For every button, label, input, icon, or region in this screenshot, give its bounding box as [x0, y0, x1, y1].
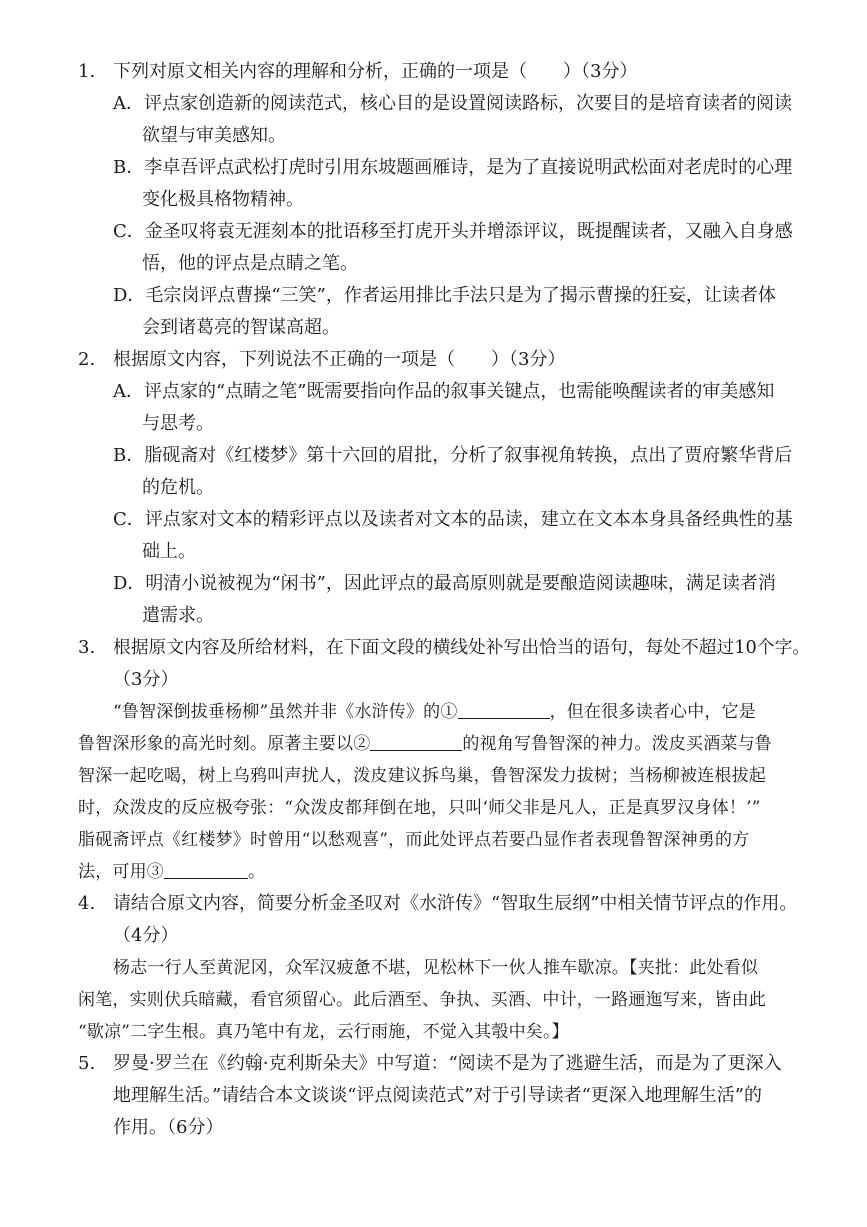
question-1-option-b-cont: 变化极具格物精神。 [142, 189, 304, 210]
question-1-number: 1. [78, 61, 96, 82]
answer-blank-3[interactable] [164, 860, 248, 879]
question-3-number: 3. [78, 637, 96, 658]
question-3-passage-line-6 [78, 860, 265, 884]
question-3-passage-line-5: 脂砚斋评点《红楼梦》时曾用“以愁观喜”，而此处评点若要凸显作者表现鲁智深神勇的方 [78, 830, 750, 850]
question-5-number: 5. [78, 1053, 96, 1074]
question-4-passage-line-1: 杨志一行人至黄泥冈，众军汉疲惫不堪，见松林下一伙人推车歇凉。【夹批：此处看似 [113, 958, 759, 978]
passage-text: ，但在很多读者心中，它是 [549, 702, 756, 722]
question-4-passage-line-2: 闲笔，实则伏兵暗藏，看官须留心。此后酒至、争执、买酒、中计，一路逦迤写来，皆由此 [78, 990, 766, 1010]
question-3-score: （3分） [113, 669, 179, 690]
question-2-option-d-cont: 遣需求。 [142, 605, 214, 626]
question-2-option-a-cont: 与思考。 [142, 413, 214, 434]
question-1-option-a-cont: 欲望与审美感知。 [142, 125, 286, 146]
answer-blank-2[interactable] [370, 732, 462, 751]
passage-text: 。 [248, 862, 266, 882]
question-5-stem: 罗曼·罗兰在《约翰·克利斯朵夫》中写道：“阅读不是为了逃避生活，而是为了更深入 [113, 1053, 782, 1074]
question-3-passage-line-1 [113, 700, 756, 724]
question-4-stem: 请结合原文内容，简要分析金圣叹对《水浒传》“智取生辰纲”中相关情节评点的作用。 [113, 893, 798, 914]
question-2-stem: 根据原文内容，下列说法不正确的一项是（ ）（3分） [113, 349, 566, 370]
question-1-option-d: D．毛宗岗评点曹操“三笑”，作者运用排比手法只是为了揭示曹操的狂妄，让读者体 [113, 285, 776, 306]
question-4-number: 4. [78, 893, 96, 914]
question-1-option-b: B．李卓吾评点武松打虎时引用东坡题画雁诗，是为了直接说明武松面对老虎时的心理 [113, 157, 793, 178]
question-5-stem-cont-1: 地理解生活。”请结合本文谈谈“评点阅读范式”对于引导读者“更深入地理解生活”的 [113, 1085, 763, 1106]
question-4-passage-line-3: “歇凉”二字生根。真乃笔中有龙，云行雨施，不觉入其彀中矣。】 [78, 1022, 569, 1042]
question-1-stem: 下列对原文相关内容的理解和分析，正确的一项是（ ）（3分） [113, 61, 638, 82]
passage-text: 的视角写鲁智深的神力。泼皮买酒菜与鲁 [462, 734, 773, 754]
question-2-option-d: D．明清小说被视为“闲书”，因此评点的最高原则就是要酿造阅读趣味，满足读者消 [113, 573, 776, 594]
question-2-option-c: C．评点家对文本的精彩评点以及读者对文本的品读，建立在文本本身具备经典性的基 [113, 509, 793, 530]
question-1-option-c: C．金圣叹将袁无涯刻本的批语移至打虎开头并增添评议，既提醒读者，又融入自身感 [113, 221, 793, 242]
question-3-passage-line-2 [78, 732, 772, 756]
answer-blank-1[interactable] [458, 700, 550, 719]
question-1-option-a: A．评点家创造新的阅读范式，核心目的是设置阅读路标，次要目的是培育读者的阅读 [113, 93, 792, 114]
question-5-stem-cont-2: 作用。（6分） [113, 1117, 224, 1138]
question-3-passage-line-4: 时，众泼皮的反应极夸张：“众泼皮都拜倒在地，只叫‘师父非是凡人，正是真罗汉身体！’” [78, 798, 761, 818]
passage-text: 鲁智深形象的高光时刻。原著主要以② [78, 734, 371, 754]
question-2-option-a: A．评点家的“点睛之笔”既需要指向作品的叙事关键点，也需能唤醒读者的审美感知 [113, 381, 775, 402]
question-1-option-d-cont: 会到诸葛亮的智谋高超。 [142, 317, 340, 338]
question-2-option-b-cont: 的危机。 [142, 477, 214, 498]
question-1-option-c-cont: 悟，他的评点是点睛之笔。 [142, 253, 358, 274]
question-2-option-b: B．脂砚斋对《红楼梦》第十六回的眉批，分析了叙事视角转换，点出了贾府繁华背后 [113, 445, 793, 466]
question-2-number: 2. [78, 349, 96, 370]
passage-text: 法，可用③ [78, 862, 164, 882]
question-4-score: （4分） [113, 925, 179, 946]
question-2-option-c-cont: 础上。 [142, 541, 196, 562]
passage-text: “鲁智深倒拔垂杨柳”虽然并非《水浒传》的① [113, 702, 458, 722]
question-3-stem: 根据原文内容及所给材料，在下面文段的横线处补写出恰当的语句，每处不超过10个字。 [113, 638, 811, 658]
question-3-passage-line-3: 智深一起吃喝，树上乌鸦叫声扰人，泼皮建议拆鸟巢，鲁智深发力拔树；当杨柳被连根拔起 [78, 766, 766, 786]
